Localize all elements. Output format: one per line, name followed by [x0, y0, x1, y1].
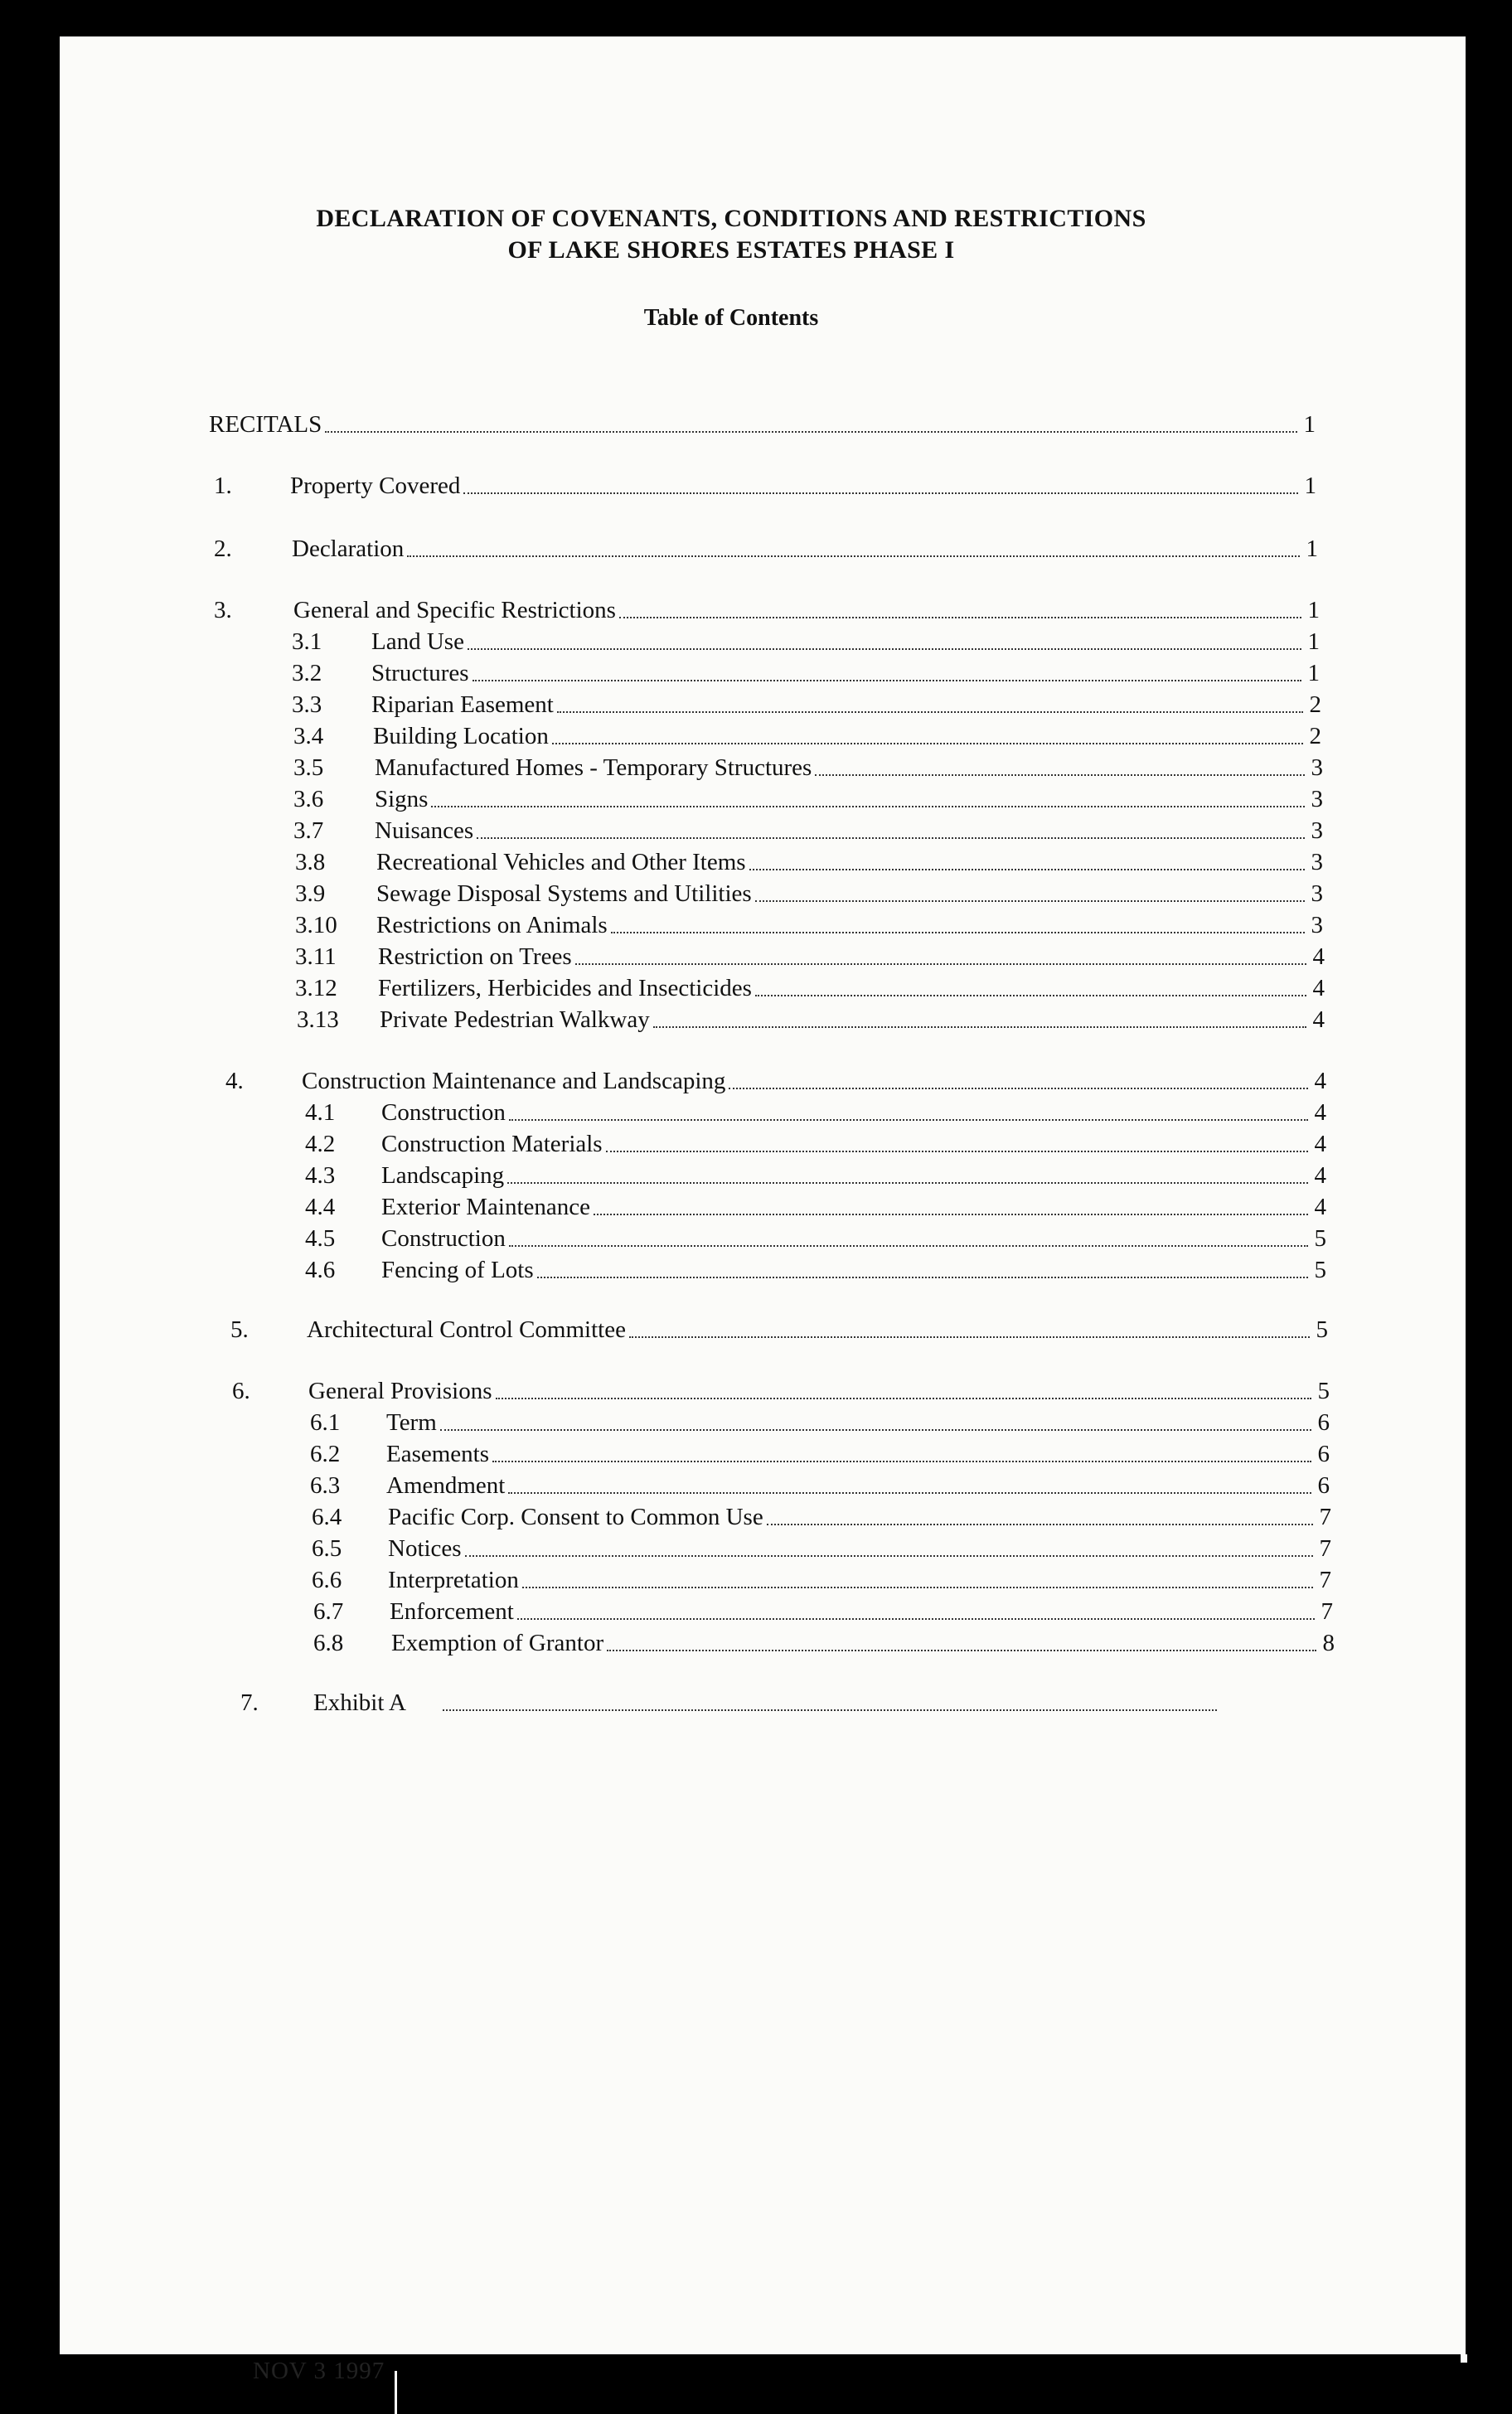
toc-entry-page: 4: [1314, 1194, 1326, 1220]
toc-entry-page: 5: [1314, 1257, 1326, 1283]
toc-entry-label: Exemption of Grantor: [391, 1630, 604, 1656]
toc-entry-6-4: [312, 1504, 1331, 1534]
leader-dots: [468, 648, 1301, 650]
toc-entry-page: 1: [1307, 660, 1320, 686]
toc-entry-page: 3: [1311, 754, 1323, 781]
toc-entry-number: 6.1: [310, 1409, 341, 1436]
scan-border-right: [1466, 33, 1469, 2354]
toc-entry-page: 1: [1304, 473, 1316, 499]
toc-entry-label: Private Pedestrian Walkway: [380, 1006, 650, 1033]
toc-entry-number: 3.11: [295, 943, 337, 970]
toc-entry-page: 7: [1321, 1598, 1333, 1625]
toc-entry-label: Land Use: [371, 628, 464, 655]
toc-entry-label: Signs: [375, 786, 429, 812]
toc-entry-number: 4.2: [305, 1131, 336, 1157]
leader-dots: [815, 774, 1305, 776]
toc-entry-4-1: [305, 1099, 1326, 1129]
leader-dots: [629, 1336, 1310, 1338]
toc-entry-page: 6: [1317, 1441, 1330, 1467]
toc-entry-label: Property Covered: [290, 473, 461, 499]
toc-entry-label: Architectural Control Committee: [307, 1316, 626, 1343]
leader-dots: [443, 1709, 1217, 1711]
leader-dots: [729, 1088, 1308, 1089]
toc-entry-page: 3: [1311, 912, 1323, 938]
toc-entry-3-9: [295, 880, 1323, 910]
toc-entry-number: 3.1: [292, 628, 322, 655]
toc-entry-page: 1: [1307, 628, 1320, 655]
toc-entry-label: Enforcement: [390, 1598, 514, 1625]
toc-entry-label: Construction: [381, 1099, 506, 1126]
toc-entry-3-13: [297, 1006, 1325, 1036]
toc-entry-number: 4.4: [305, 1194, 336, 1220]
toc-entry-6-3: [310, 1472, 1330, 1502]
toc-entry-section-5: [230, 1316, 1328, 1346]
document-title-line-1: DECLARATION OF COVENANTS, CONDITIONS AND RESTRICTIONS: [316, 205, 1146, 232]
toc-entry-page: 3: [1311, 786, 1323, 812]
toc-entry-number: 6.3: [310, 1472, 341, 1499]
document-page: [60, 33, 1469, 2384]
toc-entry-page: 2: [1309, 723, 1321, 749]
toc-entry-6-5: [312, 1535, 1331, 1565]
leader-dots: [509, 1119, 1308, 1121]
leader-dots: [552, 743, 1303, 744]
toc-entry-label: Building Location: [373, 723, 549, 749]
toc-entry-label: RECITALS: [209, 411, 322, 438]
toc-entry-3-2: [292, 660, 1320, 690]
leader-dots: [749, 869, 1305, 870]
toc-entry-page: 8: [1322, 1630, 1335, 1656]
toc-entry-page: 4: [1314, 1131, 1326, 1157]
toc-entry-number: 3.8: [295, 849, 326, 875]
toc-entry-label: Restriction on Trees: [378, 943, 572, 970]
toc-entry-page: 7: [1319, 1504, 1331, 1530]
toc-entry-page: 1: [1303, 411, 1316, 438]
toc-entry-6-1: [310, 1409, 1330, 1439]
toc-entry-recitals: [209, 411, 1316, 441]
toc-entry-label: Recreational Vehicles and Other Items: [376, 849, 746, 875]
leader-dots: [463, 492, 1298, 494]
toc-entry-label: Fertilizers, Herbicides and Insecticides: [378, 975, 752, 1001]
toc-entry-page: 6: [1317, 1409, 1330, 1436]
toc-entry-number: 3.12: [295, 975, 337, 1001]
toc-entry-label: General Provisions: [308, 1378, 492, 1404]
toc-entry-3-1: [292, 628, 1320, 658]
toc-entry-page: 4: [1312, 975, 1325, 1001]
toc-entry-3-3: [292, 691, 1321, 721]
leader-dots: [517, 1618, 1315, 1620]
toc-entry-label: Notices: [388, 1535, 462, 1562]
toc-entry-section-2: [214, 536, 1318, 565]
toc-entry-4-6: [305, 1257, 1326, 1287]
toc-entry-3-6: [293, 786, 1323, 816]
leader-dots: [607, 1650, 1316, 1651]
toc-entry-4-3: [305, 1162, 1326, 1192]
filing-date-stamp: NOV 3 1997: [253, 2358, 385, 2384]
toc-entry-label: General and Specific Restrictions: [293, 597, 616, 623]
toc-entry-page: 7: [1319, 1535, 1331, 1562]
leader-dots: [575, 963, 1306, 965]
toc-entry-page: 4: [1314, 1099, 1326, 1126]
toc-entry-label: Exhibit A: [313, 1689, 406, 1716]
toc-entry-4-5: [305, 1225, 1326, 1255]
toc-entry-number: 3.3: [292, 691, 322, 718]
toc-entry-label: Term: [386, 1409, 437, 1436]
toc-entry-number: 3.5: [293, 754, 324, 781]
toc-entry-3-10: [295, 912, 1323, 942]
toc-entry-label: Easements: [386, 1441, 490, 1467]
leader-dots: [755, 900, 1305, 902]
toc-entry-number: 3.6: [293, 786, 324, 812]
scan-artifact: [395, 2371, 397, 2414]
toc-entry-number: 3.7: [293, 817, 324, 844]
toc-entry-number: 3.4: [293, 723, 324, 749]
toc-entry-number: 4.: [225, 1068, 244, 1094]
toc-entry-page: 2: [1309, 691, 1321, 718]
toc-entry-label: Structures: [371, 660, 469, 686]
document-title-line-2: OF LAKE SHORES ESTATES PHASE I: [507, 236, 955, 264]
toc-entry-4-2: [305, 1131, 1326, 1161]
toc-entry-number: 4.3: [305, 1162, 336, 1189]
leader-dots: [611, 932, 1305, 933]
toc-entry-page: 4: [1312, 1006, 1325, 1033]
toc-entry-number: 3.2: [292, 660, 322, 686]
toc-entry-label: Exterior Maintenance: [381, 1194, 591, 1220]
toc-entry-page: 3: [1311, 849, 1323, 875]
toc-entry-number: 6.7: [313, 1598, 344, 1625]
toc-entry-number: 6.5: [312, 1535, 342, 1562]
toc-entry-label: Interpretation: [388, 1567, 519, 1593]
toc-entry-number: 1.: [214, 473, 232, 499]
toc-entry-number: 5.: [230, 1316, 249, 1343]
toc-entry-page: 5: [1314, 1225, 1326, 1252]
leader-dots: [557, 711, 1303, 713]
leader-dots: [325, 431, 1297, 433]
toc-entry-3-4: [293, 723, 1321, 753]
leader-dots: [594, 1214, 1308, 1215]
leader-dots: [465, 1555, 1313, 1557]
toc-entry-page: 4: [1312, 943, 1325, 970]
leader-dots: [509, 1245, 1308, 1247]
toc-entry-page: 6: [1317, 1472, 1330, 1499]
toc-entry-6-8: [313, 1630, 1335, 1660]
leader-dots: [653, 1026, 1306, 1028]
toc-entry-number: 7.: [240, 1689, 259, 1716]
toc-entry-page: 4: [1314, 1068, 1326, 1094]
toc-entry-number: 6.8: [313, 1630, 344, 1656]
toc-entry-label: Riparian Easement: [371, 691, 554, 718]
leader-dots: [537, 1277, 1308, 1278]
toc-entry-3-8: [295, 849, 1323, 879]
leader-dots: [755, 995, 1306, 996]
toc-entry-number: 4.6: [305, 1257, 336, 1283]
toc-entry-page: 5: [1316, 1316, 1328, 1343]
toc-entry-4-4: [305, 1194, 1326, 1224]
toc-entry-label: Fencing of Lots: [381, 1257, 534, 1283]
toc-entry-label: Declaration: [292, 536, 405, 562]
toc-entry-3-7: [293, 817, 1323, 847]
toc-entry-number: 3.13: [297, 1006, 339, 1033]
toc-entry-page: 1: [1307, 597, 1320, 623]
leader-dots: [496, 1398, 1312, 1399]
toc-entry-label: Pacific Corp. Consent to Common Use: [388, 1504, 763, 1530]
leader-dots: [477, 837, 1305, 839]
toc-entry-3-12: [295, 975, 1325, 1005]
toc-entry-number: 3.: [214, 597, 232, 623]
toc-entry-page: 3: [1311, 817, 1323, 844]
toc-entry-label: Construction Materials: [381, 1131, 603, 1157]
toc-entry-page: 4: [1314, 1162, 1326, 1189]
leader-dots: [619, 617, 1301, 618]
toc-entry-label: Amendment: [386, 1472, 506, 1499]
toc-entry-number: 6.2: [310, 1441, 341, 1467]
toc-entry-number: 4.1: [305, 1099, 336, 1126]
toc-entry-label: Construction Maintenance and Landscaping: [302, 1068, 726, 1094]
leader-dots: [767, 1524, 1313, 1525]
toc-entry-number: 6.: [232, 1378, 250, 1404]
scan-artifact: [1461, 2354, 1467, 2363]
toc-entry-number: 3.9: [295, 880, 326, 907]
leader-dots: [472, 680, 1301, 681]
leader-dots: [431, 806, 1305, 807]
toc-entry-number: 2.: [214, 536, 232, 562]
toc-entry-section-7: [240, 1689, 1235, 1719]
scan-border-top: [60, 33, 1469, 36]
toc-entry-6-2: [310, 1441, 1330, 1471]
toc-entry-label: Nuisances: [375, 817, 474, 844]
toc-entry-6-7: [313, 1598, 1333, 1628]
toc-entry-number: 6.6: [312, 1567, 342, 1593]
toc-entry-number: 6.4: [312, 1504, 342, 1530]
toc-entry-page: 7: [1319, 1567, 1331, 1593]
toc-entry-page: 3: [1311, 880, 1323, 907]
toc-entry-label: Restrictions on Animals: [376, 912, 608, 938]
toc-entry-3-11: [295, 943, 1325, 973]
leader-dots: [522, 1587, 1313, 1588]
toc-entry-label: Sewage Disposal Systems and Utilities: [376, 880, 752, 907]
leader-dots: [508, 1492, 1311, 1494]
leader-dots: [440, 1429, 1311, 1431]
toc-entry-section-3: [214, 597, 1320, 627]
toc-entry-label: Construction: [381, 1225, 506, 1252]
toc-entry-label: Landscaping: [381, 1162, 505, 1189]
toc-entry-section-4: [225, 1068, 1326, 1098]
toc-entry-6-6: [312, 1567, 1331, 1597]
leader-dots: [507, 1182, 1308, 1184]
toc-entry-page: 5: [1317, 1378, 1330, 1404]
toc-entry-section-6: [232, 1378, 1330, 1408]
toc-heading: Table of Contents: [643, 305, 819, 331]
scan-artifact: [1459, 340, 1466, 355]
toc-entry-number: 4.5: [305, 1225, 336, 1252]
leader-dots: [492, 1461, 1311, 1462]
toc-entry-3-5: [293, 754, 1323, 784]
toc-entry-number: 3.10: [295, 912, 337, 938]
toc-entry-label: Manufactured Homes - Temporary Structures: [375, 754, 812, 781]
leader-dots: [606, 1151, 1308, 1152]
toc-entry-section-1: [214, 473, 1316, 502]
leader-dots: [407, 555, 1300, 557]
toc-entry-page: 1: [1306, 536, 1318, 562]
